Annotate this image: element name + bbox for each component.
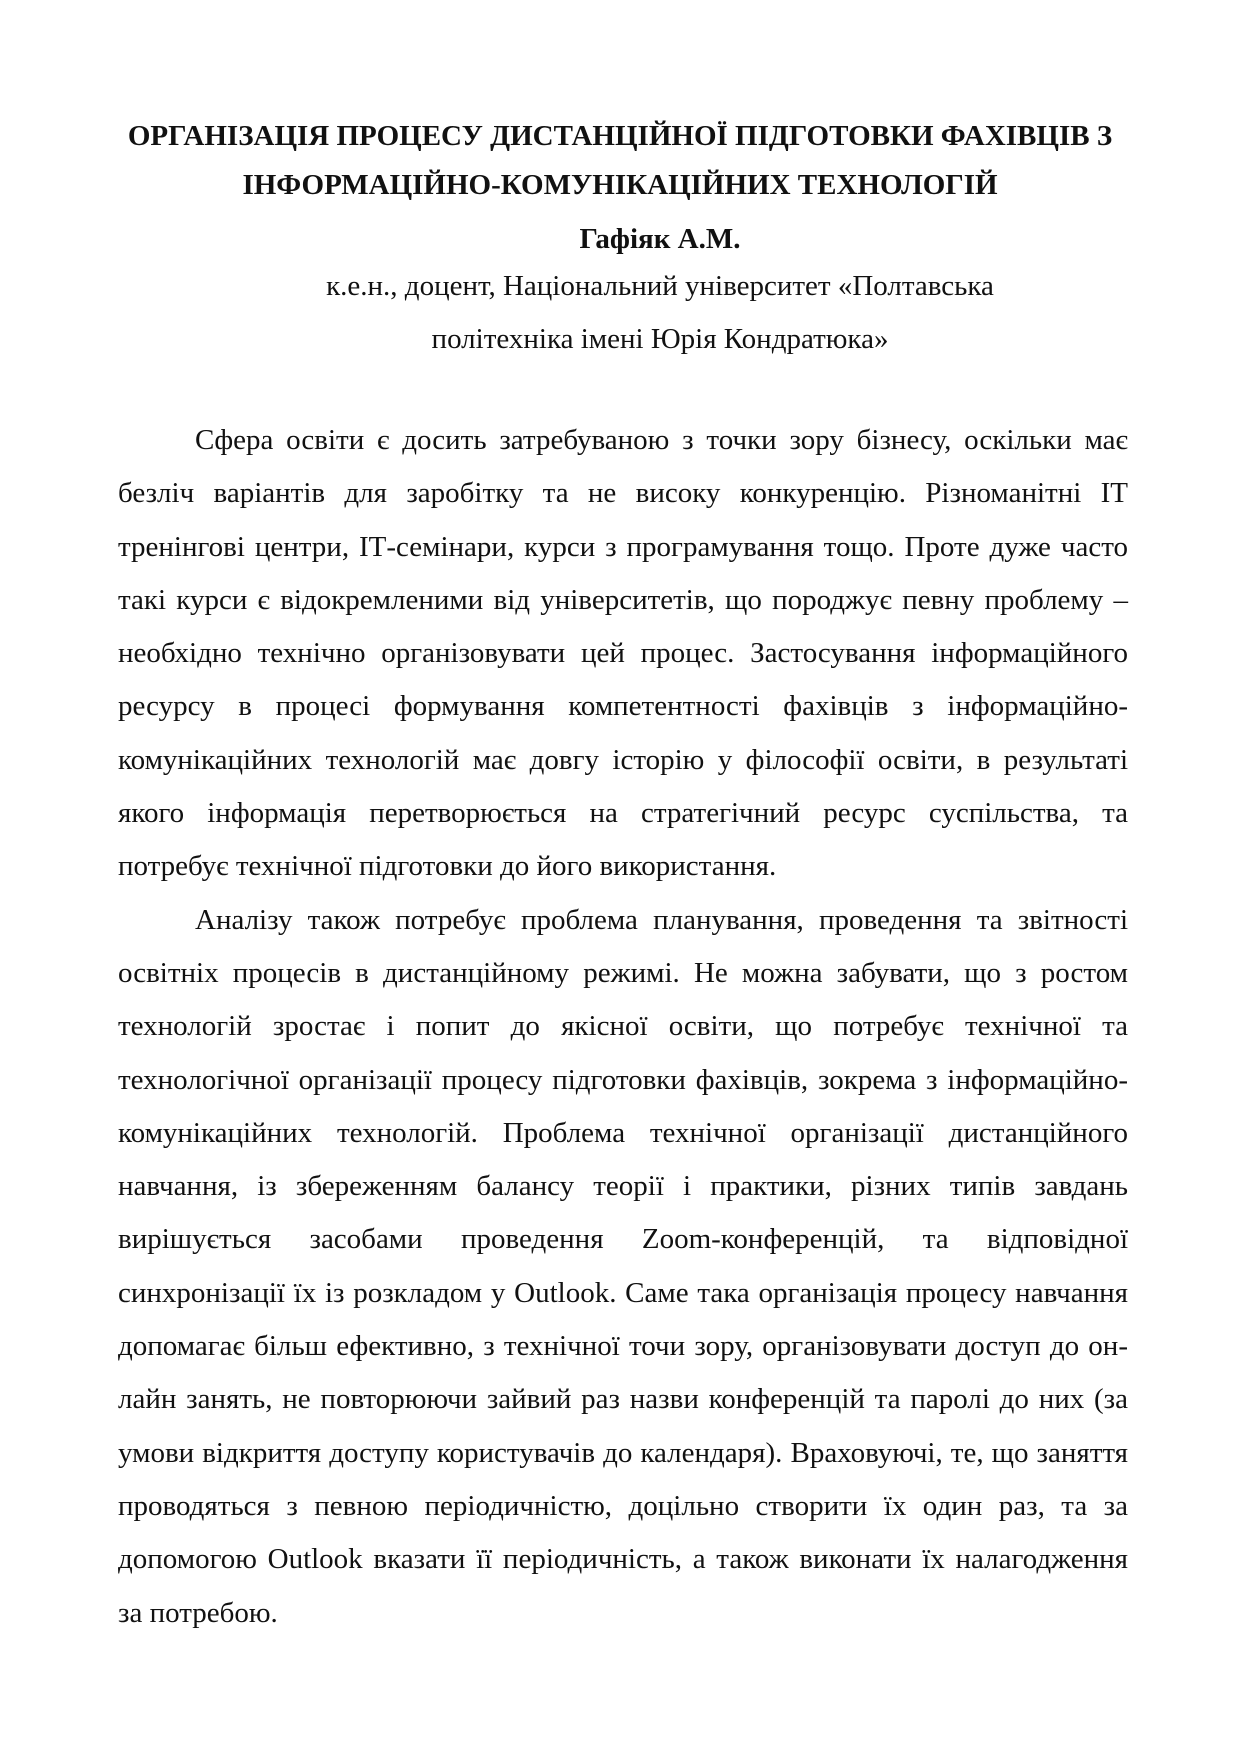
text-line: за потребою.	[118, 1596, 278, 1629]
text-line: необхідно технічно організовувати цей процес. Застосування інформаційного	[118, 637, 1128, 670]
text-line: безліч варіантів для заробітку та не високу конкуренцію. Різноманітні ІТ	[118, 477, 1128, 510]
paragraph	[118, 894, 1128, 1640]
affiliation-line: політехніка імені Юрія Кондратюка»	[431, 323, 889, 355]
text-line: навчання, із збереженням балансу теорії і практики, різних типів завдань	[118, 1170, 1128, 1203]
paragraph	[118, 414, 1128, 894]
article-body	[118, 414, 1128, 1640]
title-line: ІНФОРМАЦІЙНО-КОМУНІКАЦІЙНИХ ТЕХНОЛОГІЙ	[242, 169, 998, 201]
affiliation-line: к.е.н., доцент, Національний університет «Полтавська	[326, 270, 994, 302]
text-line: технологічної організації процесу підготовки фахівців, зокрема з інформаційно-	[118, 1063, 1128, 1096]
text-line: комунікаційних технологій має довгу історію у філософії освіти, в результаті	[118, 743, 1128, 776]
text-line: потребує технічної підготовки до його використання.	[118, 850, 777, 883]
text-line: технологій зростає і попит до якісної освіти, що потребує технічної та	[118, 1010, 1128, 1043]
text-line: допомагає більш ефективно, з технічної точи зору, організовувати доступ до он-	[118, 1330, 1128, 1363]
text-line: умови відкриття доступу користувачів до календаря). Враховуючі, те, що заняття	[118, 1436, 1128, 1469]
text-line: лайн занять, не повторюючи зайвий раз назви конференцій та паролі до них (за	[118, 1383, 1128, 1416]
text-line: комунікаційних технологій. Проблема технічної організації дистанційного	[118, 1116, 1128, 1149]
text-line: якого інформація перетворюється на стратегічний ресурс суспільства, та	[118, 797, 1128, 830]
text-line: вирішується засобами проведення Zoom-конференцій, та відповідної	[118, 1223, 1128, 1256]
author-name: Гафіяк А.М.	[579, 223, 741, 255]
title-line: ОРГАНІЗАЦІЯ ПРОЦЕСУ ДИСТАНЦІЙНОЇ ПІДГОТОВКИ ФАХІВЦІВ З	[127, 120, 1113, 152]
text-line: синхронізації їх із розкладом у Outlook. Саме така організація процесу навчання	[118, 1276, 1128, 1309]
text-line: освітніх процесів в дистанційному режимі. Не можна забувати, що з ростом	[118, 956, 1128, 989]
author-affiliation	[200, 260, 1120, 366]
text-line: допомогою Outlook вказати її періодичність, а також виконати їх налагодження	[118, 1543, 1128, 1576]
text-line: Аналізу також потребує проблема планування, проведення та звітності	[195, 903, 1128, 936]
text-line: проводяться з певною періодичністю, доцільно створити їх один раз, та за	[118, 1489, 1128, 1522]
text-line: ресурсу в процесі формування компетентності фахівців з інформаційно-	[118, 690, 1128, 723]
article-title	[100, 112, 1140, 210]
text-line: тренінгові центри, ІТ-семінари, курси з програмування тощо. Проте дуже часто	[118, 530, 1128, 563]
text-line: такі курси є відокремленими від університетів, що породжує певну проблему –	[118, 583, 1128, 616]
text-line: Сфера освіти є досить затребуваною з точки зору бізнесу, оскільки має	[195, 424, 1128, 456]
